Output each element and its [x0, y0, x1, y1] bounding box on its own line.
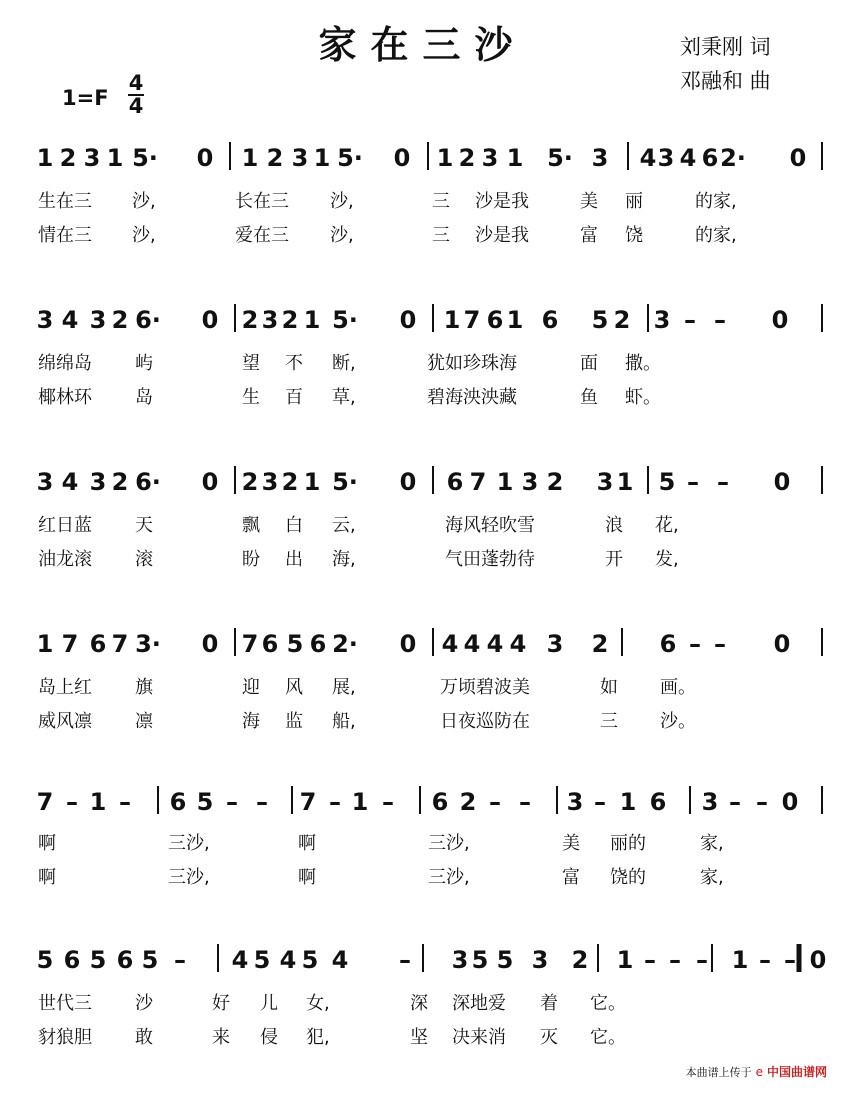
- note: 5: [301, 946, 319, 974]
- lyric-word: 丽的: [610, 833, 646, 854]
- upload-note: 本曲谱上传于: [685, 1065, 752, 1079]
- lyric-verse-2: [0, 1026, 845, 1050]
- note: 6: [169, 788, 187, 816]
- lyric-word: 沙是我: [475, 191, 529, 212]
- note: 6: [649, 788, 667, 816]
- lyric-verse-2: [0, 710, 845, 734]
- time-signature: [128, 71, 144, 118]
- lyric-word: 啊: [298, 867, 316, 888]
- lyric-word: 迎: [242, 677, 260, 698]
- duration-dash: –: [696, 946, 708, 974]
- note: 3: [657, 144, 675, 172]
- note: 5: [286, 630, 304, 658]
- duration-dash: –: [329, 788, 341, 816]
- duration-dash: –: [717, 468, 729, 496]
- lyric-word: 白: [285, 515, 303, 536]
- note: 6: [431, 788, 449, 816]
- note: 5·: [332, 306, 358, 334]
- note: 1: [351, 788, 369, 816]
- duration-dash: –: [519, 788, 531, 816]
- note: 5: [141, 946, 159, 974]
- note: 3: [591, 144, 609, 172]
- note: 1: [106, 144, 124, 172]
- lyric-word: 草,: [332, 387, 356, 408]
- lyric-word: 沙,: [330, 225, 354, 246]
- note: 2: [546, 468, 564, 496]
- note: 2: [281, 306, 299, 334]
- lyric-word: 家,: [700, 833, 724, 854]
- lyric-word: 海,: [332, 549, 356, 570]
- lyric-word: 犹如珍珠海: [427, 353, 517, 374]
- note: 5: [89, 946, 107, 974]
- lyric-word: 爱在三: [235, 225, 289, 246]
- note: 2: [241, 468, 259, 496]
- note: 0: [773, 468, 791, 496]
- note: 3·: [135, 630, 161, 658]
- note: 3: [89, 306, 107, 334]
- duration-dash: –: [714, 630, 726, 658]
- note: 6: [261, 630, 279, 658]
- note: 1: [506, 306, 524, 334]
- lyric-word: 美: [580, 191, 598, 212]
- note: 5·: [132, 144, 158, 172]
- lyric-word: 犯,: [306, 1027, 330, 1048]
- note: 1: [303, 468, 321, 496]
- lyric-word: 屿: [135, 353, 153, 374]
- composer-credit: 邓融和 曲: [680, 69, 771, 93]
- note: 1: [89, 788, 107, 816]
- note: 0: [399, 630, 417, 658]
- note: 3: [546, 630, 564, 658]
- note: 5·: [547, 144, 573, 172]
- lyric-word: 旗: [135, 677, 153, 698]
- lyric-word: 饶的: [610, 867, 646, 888]
- note: 3: [596, 468, 614, 496]
- lyric-word: 不: [285, 353, 303, 374]
- note: 3: [451, 946, 469, 974]
- lyric-word: 决来消: [452, 1027, 506, 1048]
- note: 2: [571, 946, 589, 974]
- note: 5: [196, 788, 214, 816]
- note: 0: [789, 144, 807, 172]
- duration-dash: –: [729, 788, 741, 816]
- lyric-word: 盼: [242, 549, 260, 570]
- note: 3: [36, 306, 54, 334]
- lyric-word: 的家,: [695, 225, 737, 246]
- lyric-word: 它。: [590, 993, 626, 1014]
- note: 0: [809, 946, 827, 974]
- lyric-word: 气田蓬勃待: [445, 549, 535, 570]
- duration-dash: –: [174, 946, 186, 974]
- duration-dash: –: [489, 788, 501, 816]
- score-row-6: [0, 930, 845, 1070]
- lyric-word: 来: [212, 1027, 230, 1048]
- note: 6·: [135, 306, 161, 334]
- lyric-word: 岛上红: [38, 677, 92, 698]
- note: 1: [436, 144, 454, 172]
- lyric-word: 船,: [332, 711, 356, 732]
- lyric-word: 生: [242, 387, 260, 408]
- lyric-word: 鱼: [580, 387, 598, 408]
- note: 6: [701, 144, 719, 172]
- lyric-word: 丽: [625, 191, 643, 212]
- note: 7: [469, 468, 487, 496]
- lyric-word: 如: [600, 677, 618, 698]
- duration-dash: –: [684, 306, 696, 334]
- note: 4: [331, 946, 349, 974]
- lyric-word: 碧海泱泱藏: [427, 387, 517, 408]
- lyric-word: 深地爱: [452, 993, 506, 1014]
- time-unit: 4: [128, 94, 144, 118]
- lyric-word: 着: [540, 993, 558, 1014]
- note: 0: [201, 630, 219, 658]
- note: 6·: [135, 468, 161, 496]
- lyric-verse-1: [0, 832, 845, 856]
- note: 1: [616, 468, 634, 496]
- note: 1: [616, 946, 634, 974]
- lyric-verse-1: [0, 992, 845, 1016]
- lyric-word: 三沙,: [168, 833, 210, 854]
- note: 2: [266, 144, 284, 172]
- lyric-word: 长在三: [235, 191, 289, 212]
- note: 4: [231, 946, 249, 974]
- duration-dash: –: [784, 946, 796, 974]
- lyric-word: 沙是我: [475, 225, 529, 246]
- lyric-word: 威风凛: [38, 711, 92, 732]
- note: 6: [446, 468, 464, 496]
- lyric-word: 椰林环: [38, 387, 92, 408]
- note: 3: [531, 946, 549, 974]
- time-beats: 4: [128, 71, 144, 95]
- lyric-word: 展,: [332, 677, 356, 698]
- lyric-word: 云,: [332, 515, 356, 536]
- note: 2: [241, 306, 259, 334]
- note: 3: [36, 468, 54, 496]
- lyric-word: 飘: [242, 515, 260, 536]
- note: 1: [619, 788, 637, 816]
- duration-dash: –: [687, 468, 699, 496]
- lyric-verse-2: [0, 866, 845, 890]
- lyric-word: 油龙滚: [38, 549, 92, 570]
- note: 4: [61, 306, 79, 334]
- lyric-word: 侵: [260, 1027, 278, 1048]
- lyric-verse-2: [0, 386, 845, 410]
- lyric-word: 三沙,: [168, 867, 210, 888]
- song-title: 家在三沙: [318, 22, 527, 67]
- duration-dash: –: [759, 946, 771, 974]
- lyric-word: 家,: [700, 867, 724, 888]
- note: 5: [253, 946, 271, 974]
- duration-dash: –: [714, 306, 726, 334]
- note: 6: [309, 630, 327, 658]
- note: 0: [393, 144, 411, 172]
- lyric-word: 三沙,: [428, 833, 470, 854]
- lyric-word: 儿: [260, 993, 278, 1014]
- note: 5: [591, 306, 609, 334]
- lyric-word: 海: [242, 711, 260, 732]
- note: 6: [89, 630, 107, 658]
- note: 5: [496, 946, 514, 974]
- duration-dash: –: [756, 788, 768, 816]
- score-row-4: [0, 614, 845, 754]
- site-name: 中国曲谱网: [766, 1065, 827, 1079]
- notation-staff: [0, 452, 845, 518]
- lyric-word: 饶: [625, 225, 643, 246]
- note: 2: [281, 468, 299, 496]
- note: 0: [201, 306, 219, 334]
- lyric-word: 岛: [135, 387, 153, 408]
- lyric-word: 望: [242, 353, 260, 374]
- note: 4: [679, 144, 697, 172]
- lyric-word: 生在三: [38, 191, 92, 212]
- note: 1: [241, 144, 259, 172]
- lyric-word: 富: [562, 867, 580, 888]
- note: 4: [639, 144, 657, 172]
- notation-staff: [0, 128, 845, 194]
- note: 3: [261, 468, 279, 496]
- note: 7: [299, 788, 317, 816]
- note: 1: [506, 144, 524, 172]
- lyric-verse-2: [0, 548, 845, 572]
- score-row-3: [0, 452, 845, 592]
- note: 4: [61, 468, 79, 496]
- note: 2: [111, 306, 129, 334]
- lyric-word: 沙,: [330, 191, 354, 212]
- note: 1: [443, 306, 461, 334]
- duration-dash: –: [644, 946, 656, 974]
- lyric-word: 敢: [135, 1027, 153, 1048]
- lyric-word: 开: [605, 549, 623, 570]
- note: 3: [566, 788, 584, 816]
- note: 6: [659, 630, 677, 658]
- lyric-word: 万顷碧波美: [440, 677, 530, 698]
- note: 5: [658, 468, 676, 496]
- lyric-word: 监: [285, 711, 303, 732]
- lyric-word: 撒。: [625, 353, 661, 374]
- lyric-word: 啊: [38, 867, 56, 888]
- note: 1: [313, 144, 331, 172]
- lyric-word: 浪: [605, 515, 623, 536]
- lyric-word: 沙,: [132, 191, 156, 212]
- duration-dash: –: [399, 946, 411, 974]
- lyric-word: 画。: [660, 677, 696, 698]
- note: 4: [486, 630, 504, 658]
- note: 0: [771, 306, 789, 334]
- lyric-verse-1: [0, 352, 845, 376]
- note: 2: [458, 144, 476, 172]
- lyric-word: 啊: [298, 833, 316, 854]
- lyric-word: 滚: [135, 549, 153, 570]
- note: 6: [541, 306, 559, 334]
- note: 3: [481, 144, 499, 172]
- note: 5: [471, 946, 489, 974]
- notation-staff: [0, 772, 845, 838]
- score-row-5: [0, 772, 845, 912]
- note: 3: [653, 306, 671, 334]
- lyric-word: 红日蓝: [38, 515, 92, 536]
- lyric-word: 豺狼胆: [38, 1027, 92, 1048]
- lyric-word: 面: [580, 353, 598, 374]
- lyric-word: 世代三: [38, 993, 92, 1014]
- lyric-word: 天: [135, 515, 153, 536]
- note: 4: [463, 630, 481, 658]
- lyric-word: 断,: [332, 353, 356, 374]
- lyric-word: 三: [432, 191, 450, 212]
- lyric-word: 富: [580, 225, 598, 246]
- lyric-verse-1: [0, 514, 845, 538]
- lyric-word: 坚: [410, 1027, 428, 1048]
- note: 4: [279, 946, 297, 974]
- note: 0: [399, 306, 417, 334]
- note: 2: [111, 468, 129, 496]
- lyric-word: 女,: [306, 993, 330, 1014]
- duration-dash: –: [594, 788, 606, 816]
- note: 1: [496, 468, 514, 496]
- site-logo-icon: e: [755, 1064, 763, 1079]
- duration-dash: –: [66, 788, 78, 816]
- notation-staff: [0, 930, 845, 996]
- note: 2·: [332, 630, 358, 658]
- note: 0: [781, 788, 799, 816]
- note: 6: [63, 946, 81, 974]
- footer-watermark: [686, 1063, 827, 1080]
- lyric-word: 发,: [655, 549, 679, 570]
- note: 6: [116, 946, 134, 974]
- note: 1: [36, 144, 54, 172]
- note: 3: [89, 468, 107, 496]
- note: 7: [61, 630, 79, 658]
- note: 3: [521, 468, 539, 496]
- note: 4: [441, 630, 459, 658]
- lyric-word: 美: [562, 833, 580, 854]
- note: 5·: [337, 144, 363, 172]
- duration-dash: –: [689, 630, 701, 658]
- note: 1: [303, 306, 321, 334]
- duration-dash: –: [119, 788, 131, 816]
- duration-dash: –: [669, 946, 681, 974]
- lyricist-credit: 刘秉刚 词: [680, 35, 771, 59]
- lyric-word: 沙: [135, 993, 153, 1014]
- note: 1: [36, 630, 54, 658]
- lyric-word: 灭: [540, 1027, 558, 1048]
- lyric-word: 沙。: [660, 711, 696, 732]
- duration-dash: –: [256, 788, 268, 816]
- lyric-word: 情在三: [38, 225, 92, 246]
- note: 5: [36, 946, 54, 974]
- note: 0: [773, 630, 791, 658]
- note: 2: [59, 144, 77, 172]
- lyric-word: 沙,: [132, 225, 156, 246]
- note: 5·: [332, 468, 358, 496]
- note: 7: [463, 306, 481, 334]
- duration-dash: –: [226, 788, 238, 816]
- note: 7: [111, 630, 129, 658]
- note: 3: [291, 144, 309, 172]
- note: 7: [36, 788, 54, 816]
- note: 2: [591, 630, 609, 658]
- lyric-word: 三沙,: [428, 867, 470, 888]
- note: 0: [201, 468, 219, 496]
- lyric-word: 好: [212, 993, 230, 1014]
- lyric-word: 它。: [590, 1027, 626, 1048]
- note: 3: [261, 306, 279, 334]
- lyric-word: 的家,: [695, 191, 737, 212]
- lyric-word: 三: [600, 711, 618, 732]
- lyric-word: 三: [432, 225, 450, 246]
- note: 1: [731, 946, 749, 974]
- lyric-word: 出: [285, 549, 303, 570]
- lyric-word: 日夜巡防在: [440, 711, 530, 732]
- note: 0: [399, 468, 417, 496]
- note: 0: [196, 144, 214, 172]
- note: 3: [701, 788, 719, 816]
- lyric-verse-1: [0, 190, 845, 214]
- lyric-word: 风: [285, 677, 303, 698]
- duration-dash: –: [382, 788, 394, 816]
- note: 4: [509, 630, 527, 658]
- lyric-word: 花,: [655, 515, 679, 536]
- lyric-verse-1: [0, 676, 845, 700]
- note: 3: [83, 144, 101, 172]
- lyric-verse-2: [0, 224, 845, 248]
- note: 2·: [720, 144, 746, 172]
- lyric-word: 啊: [38, 833, 56, 854]
- notation-staff: [0, 290, 845, 356]
- note: 6: [486, 306, 504, 334]
- key-text: 1=F: [62, 86, 109, 110]
- lyric-word: 绵绵岛: [38, 353, 92, 374]
- lyric-word: 深: [410, 993, 428, 1014]
- score-row-1: [0, 128, 845, 268]
- note: 2: [459, 788, 477, 816]
- lyric-word: 百: [285, 387, 303, 408]
- note: 7: [241, 630, 259, 658]
- lyric-word: 凛: [135, 711, 153, 732]
- score-row-2: [0, 290, 845, 430]
- note: 2: [613, 306, 631, 334]
- lyric-word: 海风轻吹雪: [445, 515, 535, 536]
- notation-staff: [0, 614, 845, 680]
- credits: [680, 30, 771, 98]
- lyric-word: 虾。: [625, 387, 661, 408]
